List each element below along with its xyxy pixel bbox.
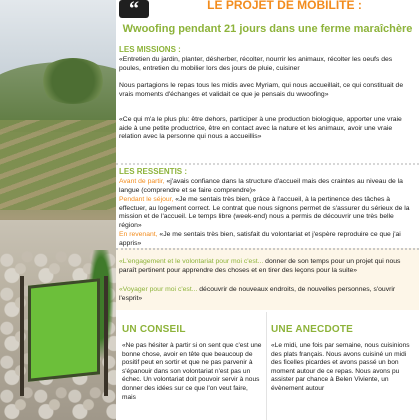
photo-terraces <box>0 120 116 210</box>
engagement-quote-lead: «L'engagement et le volontariat pour moi c'est... <box>119 258 264 265</box>
conseil-heading: UN CONSEIL <box>122 324 186 335</box>
ressentis-pendant-lead: Pendant le séjour, <box>119 196 174 203</box>
conseil-text: «Ne pas hésiter à partir si on sent que c'est une bonne chose, avoir en tête que beaucoup de positif peut en sortir et que ne pas parvenir à s'épanouir dans son volontariat n'est pas un échec. Un volontariat doit pouvoir servir à nous donner des idées sur ce que l'on veut faire, mais <box>122 342 262 401</box>
ressentis-heading: LES RESSENTIS : <box>119 167 188 176</box>
quote-icon: “ <box>119 0 149 18</box>
photo-green-chair <box>28 278 100 382</box>
missions-section <box>116 41 419 165</box>
ressentis-avant-lead: Avant de partir, <box>119 178 165 185</box>
engagement-quote <box>119 258 415 275</box>
photo-tree <box>38 58 108 104</box>
anecdote-heading: UNE ANECDOTE <box>271 324 354 335</box>
ressentis-avant <box>119 178 415 195</box>
missions-paragraph-1: «Entretien du jardin, planter, désherber, récolter, nourrir les animaux, récolter les oeufs des poules, entretien du mobilier lors des jours de pluie, cuisiner <box>119 56 393 72</box>
anecdote-text: «Le midi, une fois par semaine, nous cuisinions des plats français. Nous avons cuisiné un midi des ficelles picardes et avons passé un bon moment autour de ce repas. Nous avons pu assister par chance à Belen Viviente, un évènement autour <box>271 342 410 392</box>
missions-heading: LES MISSIONS : <box>119 45 181 54</box>
engagement-section <box>116 248 419 310</box>
ressentis-pendant-text: «Je me sentais très bien, grâce à l'accueil, à la pertinence des tâches à effectuer, au logement correct. Le contrat que nous signons permet de s'assurer du sérieux de la mission et de l'accueil. Le temps libre (week-end) nous a permis de découvrir une très belle région» <box>119 196 410 229</box>
anecdote-column <box>266 312 413 420</box>
ressentis-pendant <box>119 196 415 230</box>
engagement-quote-text: donner de son temps pour un projet qui nous paraît pertinent pour apprendre des choses et en tirer des leçons pour la suite» <box>119 258 401 274</box>
missions-paragraph-3: «Ce qui m'a le plus plu: être dehors, participer à une production biologique, apporter une vraie aide à une petite productrice, être en contact avec la nature et les animaux, avoir une vraie relation avec la personne qui nous a accueillis» <box>119 116 402 141</box>
page-title: LE PROJET DE MOBILITE : <box>207 0 362 12</box>
ressentis-section <box>116 163 419 247</box>
missions-paragraph-2: Nous partagions le repas tous les midis avec Myriam, qui nous accueillait, ce qui constituait de vrais moments d'échanges et validait ce que je pensais du wwoofing» <box>119 82 404 98</box>
voyager-quote-text: découvrir de nouveaux endroits, de nouvelles personnes, s'ouvrir l'esprit» <box>119 286 396 302</box>
conseil-column <box>118 312 264 420</box>
page-subtitle: Wwoofing pendant 21 jours dans une ferme maraîchère <box>122 23 413 35</box>
ressentis-revenant <box>119 231 415 248</box>
ressentis-avant-text: «j'avais confiance dans la structure d'accueil mais des craintes au niveau de la langue (comprendre et se faire comprendre)» <box>119 178 403 194</box>
photo-terrace-view <box>0 0 116 420</box>
ressentis-revenant-lead: En revenant, <box>119 231 158 238</box>
ressentis-revenant-text: «Je me sentais très bien, satisfait du volontariat et j'espère reproduire ce que j'ai appris» <box>119 231 401 247</box>
voyager-quote-lead: «Voyager pour moi c'est... <box>119 286 198 293</box>
voyager-quote <box>119 286 415 303</box>
